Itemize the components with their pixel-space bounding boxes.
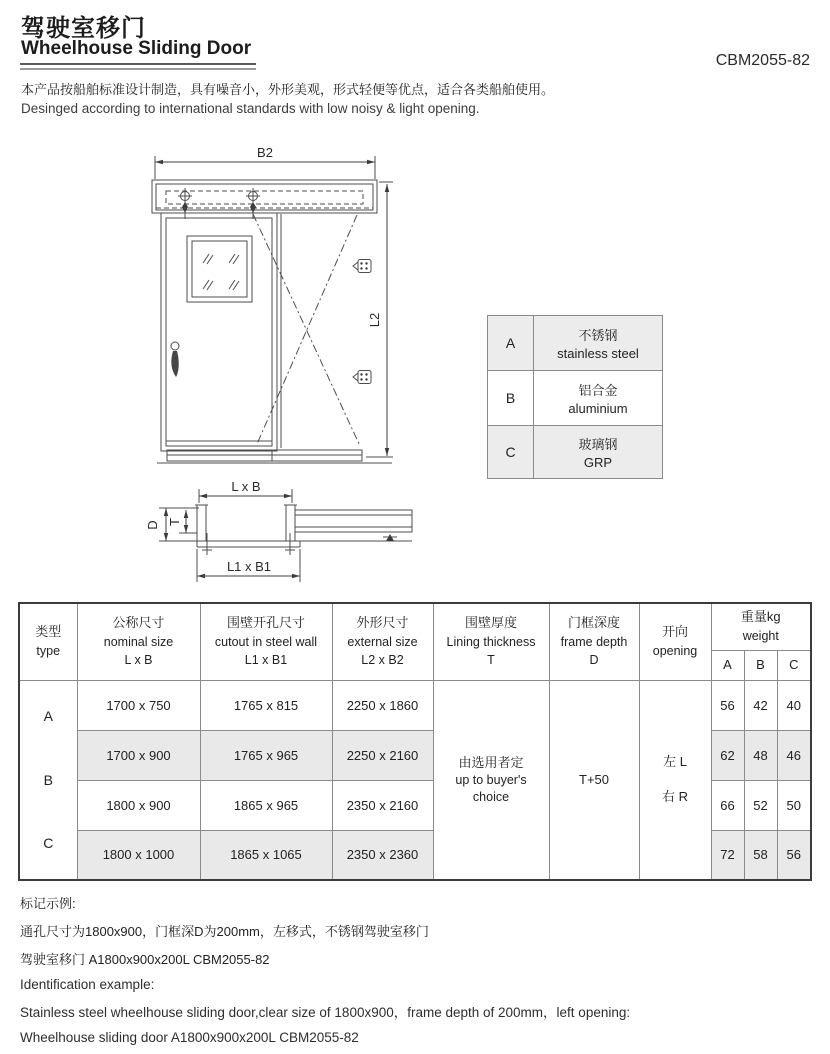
title-double-rule [20,63,256,70]
dim-label-d: D [145,520,160,530]
material-row [488,426,663,479]
opening-right: 右 R [661,788,688,804]
material-desc [534,371,663,426]
door-handle [171,342,179,377]
nominal-size-cell: 1800 x 900 [77,780,200,830]
col-header-frame-depth [549,603,639,680]
description-en: Desinged according to international standards with low noisy & light opening. [21,101,480,116]
col-header-lining-thickness [433,603,549,680]
header-en: cutout in steel wall [214,635,318,650]
description-zh: 本产品按船舶标准设计制造，具有噪音小，外形美观，形式轻便等优点，适合各类船舶使用。 [21,82,555,97]
weight-c-cell: 56 [777,830,811,880]
header-dim: T [487,653,495,668]
weight-c-cell: 46 [777,730,811,780]
header-zh: 重量kg [740,609,781,625]
example-title-zh: 标记示例: [20,896,76,911]
material-desc [534,316,663,371]
frame-depth-cell: T+50 [549,680,639,880]
dim-label-b2: B2 [257,145,273,160]
dim-label-lxb: L x B [231,479,261,494]
weight-a-cell: 56 [711,680,744,730]
weight-a-cell: 62 [711,730,744,780]
example-line2-zh: 驾驶室移门 A1800x900x200L CBM2055-82 [20,952,270,967]
header-zh: 门框深度 [567,615,620,631]
weight-b-cell: 42 [744,680,777,730]
material-name-zh: 铝合金 [578,383,618,398]
header-dim: L1 x B1 [244,653,288,668]
lining-en2: choice [472,789,510,804]
material-key: C [488,426,534,479]
header-en: frame depth [560,635,628,650]
type-letter: C [43,835,54,852]
col-header-weight-b: B [744,650,777,680]
example-line1-zh: 通孔尺寸为1800x900，门框深D为200mm，左移式，不锈钢驾驶室移门 [20,924,429,939]
opening-cell [639,680,711,880]
weight-b-cell: 52 [744,780,777,830]
spacer [640,771,711,789]
nominal-size-cell: 1700 x 750 [77,680,200,730]
example-line1-en: Stainless steel wheelhouse sliding door,clear size of 1800x900，frame depth of 200mm，left opening: [20,1005,631,1020]
weight-c-cell: 50 [777,780,811,830]
header-en: external size [347,635,418,650]
col-header-type [19,603,77,680]
type-letter: B [43,771,53,788]
lining-thickness-cell [433,680,549,880]
weight-a-cell: 66 [711,780,744,830]
elevation-view [152,145,393,463]
weight-b-cell: 58 [744,830,777,880]
header-zh: 开向 [661,624,688,640]
header-zh: 围壁开孔尺寸 [226,615,305,631]
page-title-zh: 驾驶室移门 [21,15,146,42]
external-size-cell: 2250 x 1860 [332,680,433,730]
external-size-cell: 2350 x 2160 [332,780,433,830]
keeper-fitting [353,371,371,384]
dim-label-l2: L2 [367,312,382,328]
header-dim: D [589,653,599,668]
col-header-weight-a: A [711,650,744,680]
material-name-en: aluminium [568,401,628,416]
lining-en1: up to buyer's [455,772,527,787]
cutout-cell: 1865 x 965 [200,780,332,830]
keeper-fitting [353,260,371,273]
dim-label-l1xb1: L1 x B1 [226,559,272,574]
material-name-zh: 玻璃钢 [578,437,618,452]
identification-example [20,893,630,1054]
material-key: B [488,371,534,426]
page-title-en: Wheelhouse Sliding Door [21,38,252,59]
material-desc [534,426,663,479]
header-en: weight [742,629,779,644]
type-cell [19,680,77,880]
col-header-cutout [200,603,332,680]
section-view [145,479,412,582]
spec-row [19,680,811,730]
header-en: Lining thickness [446,635,536,650]
header-en: type [36,644,61,659]
door-window [187,236,252,302]
header-dim: L2 x B2 [361,653,404,668]
spec-table [18,602,812,881]
lining-zh: 由选用者定 [458,755,524,771]
example-title-en: Identification example: [20,977,155,992]
nominal-size-cell: 1700 x 900 [77,730,200,780]
example-line2-en: Wheelhouse sliding door A1800x900x200L CBM2055-82 [20,1030,359,1045]
cutout-cell: 1865 x 1065 [200,830,332,880]
weight-a-cell: 72 [711,830,744,880]
external-size-cell: 2250 x 2160 [332,730,433,780]
material-name-en: GRP [583,455,613,470]
material-name-zh: 不锈钢 [578,328,618,343]
material-row [488,371,663,426]
header-dim: L x B [124,653,153,668]
header-en: opening [652,644,698,659]
col-header-opening [639,603,711,680]
external-size-cell: 2350 x 2360 [332,830,433,880]
material-key: A [488,316,534,371]
material-table [487,315,663,479]
type-letter: A [43,708,53,725]
cutout-cell: 1765 x 965 [200,730,332,780]
header-zh: 外形尺寸 [356,615,409,631]
col-header-weight-c: C [777,650,811,680]
standard-code: CBM2055-82 [715,52,810,69]
opening-left: 左 L [663,753,687,769]
col-header-external-size [332,603,433,680]
dim-label-t: T [167,518,182,526]
weight-b-cell: 48 [744,730,777,780]
header-zh: 类型 [35,624,62,640]
weight-c-cell: 40 [777,680,811,730]
hanger-bolt [178,188,192,219]
col-header-weight [711,603,811,650]
header-en: nominal size [103,635,174,650]
col-header-nominal-size [77,603,200,680]
header-zh: 围壁厚度 [464,615,517,631]
hanger-bolt [246,188,260,219]
nominal-size-cell: 1800 x 1000 [77,830,200,880]
material-row [488,316,663,371]
header-zh: 公称尺寸 [112,615,165,631]
cutout-cell: 1765 x 815 [200,680,332,730]
material-name-en: stainless steel [557,346,639,361]
